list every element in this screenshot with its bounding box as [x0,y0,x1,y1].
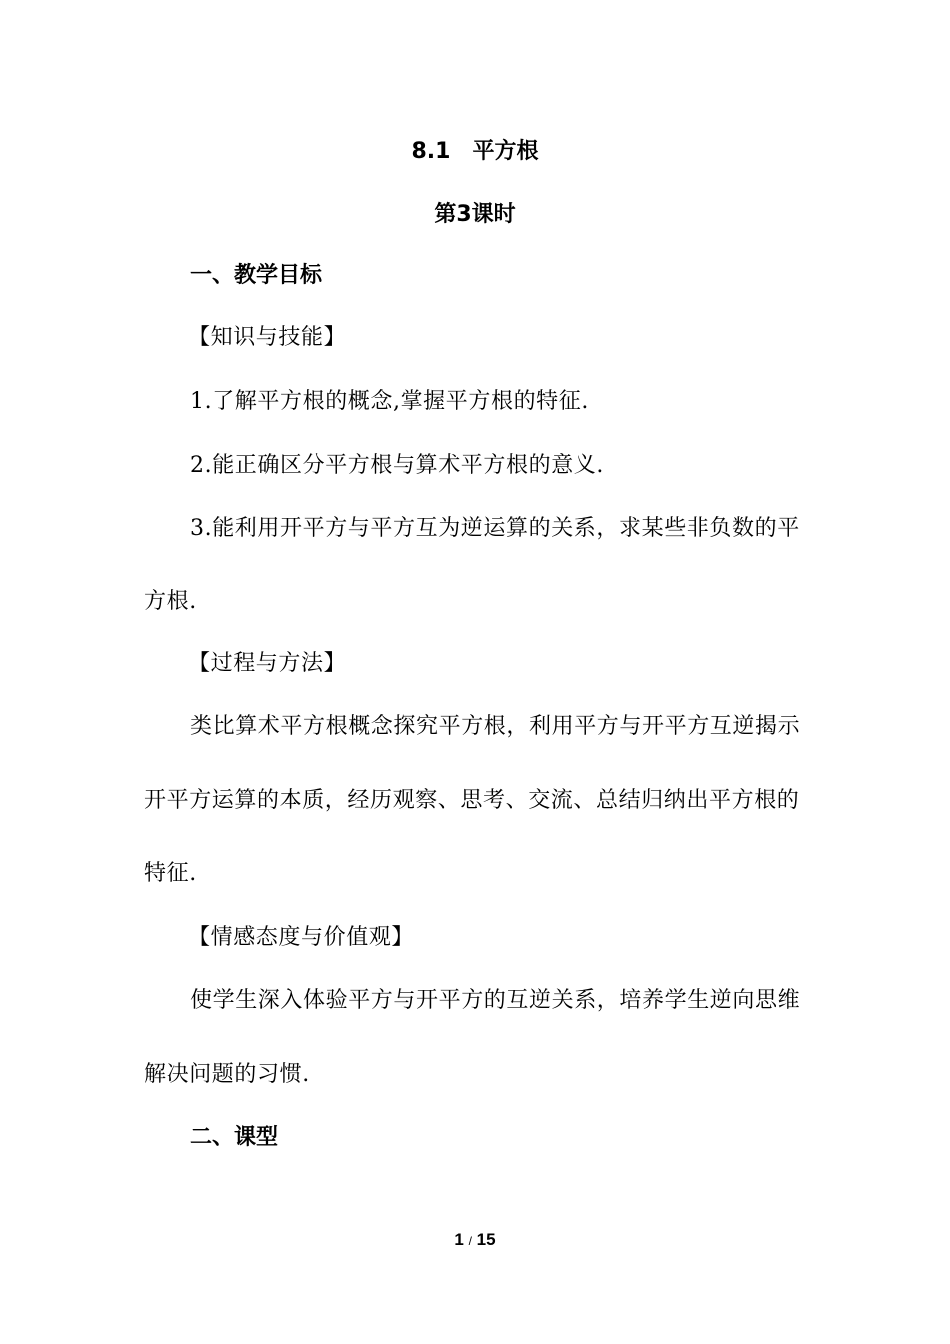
knowledge-item-1: 1.了解平方根的概念,掌握平方根的特征. [190,389,589,414]
emotion-line-1: 使学生深入体验平方与开平方的互逆关系，培养学生逆向思维 [190,988,801,1013]
subheading-knowledge: 【知识与技能】 [188,325,347,350]
page-subtitle: 第3课时 [434,202,516,227]
current-page: 1 [454,1230,464,1249]
knowledge-item-3: 3.能利用开平方与平方互为逆运算的关系，求某些非负数的平 [190,516,800,541]
page-title: 8.1 平方根 [411,139,539,164]
page-separator: / [468,1234,472,1248]
process-line-3: 特征. [144,861,197,886]
subheading-emotion: 【情感态度与价值观】 [188,925,415,950]
knowledge-item-2: 2.能正确区分平方根与算术平方根的意义. [190,453,604,478]
section-heading-objectives: 一、教学目标 [190,263,323,288]
process-line-1: 类比算术平方根概念探究平方根，利用平方与开平方互逆揭示 [190,714,801,739]
subheading-process: 【过程与方法】 [188,651,347,676]
section-heading-lesson-type: 二、课型 [190,1125,279,1150]
knowledge-item-3-continued: 方根. [144,589,197,614]
total-pages: 15 [476,1230,496,1249]
emotion-line-2: 解决问题的习惯. [144,1062,310,1087]
process-line-2: 开平方运算的本质，经历观察、思考、交流、总结归纳出平方根的 [144,788,800,813]
page-number [0,1230,950,1251]
